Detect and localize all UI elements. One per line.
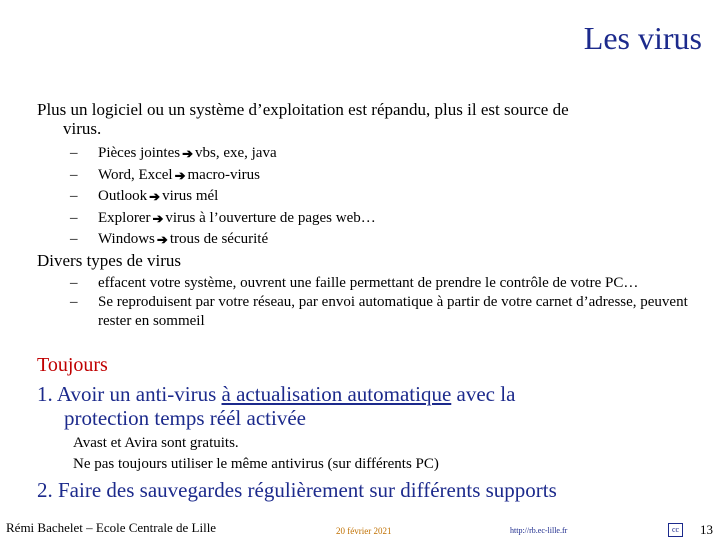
item-source: Explorer: [98, 209, 151, 226]
arrow-icon: ➔: [156, 232, 168, 247]
virus-types-list: [70, 274, 690, 331]
item-source: Outlook: [98, 188, 148, 204]
list-item: [70, 143, 376, 165]
intro-paragraph: [37, 100, 677, 138]
point-text: Faire des sauvegardes régulièrement sur différents supports: [58, 478, 557, 502]
arrow-icon: ➔: [149, 189, 161, 204]
virus-source-list: [70, 143, 376, 251]
dash-bullet: –: [70, 145, 78, 161]
point-2: [37, 478, 557, 503]
item-result: vbs, exe, java: [194, 145, 277, 161]
item-result: virus à l’ouverture de pages web…: [165, 209, 376, 226]
dash-bullet: –: [70, 294, 78, 310]
list-item: [70, 165, 376, 187]
type-text: Se reproduisent par votre réseau, par envoi automatique à partir de votre carnet d’adresse, peuvent rester en sommeil: [98, 294, 688, 329]
point-number: 2.: [37, 478, 53, 502]
item-source: Word, Excel: [98, 166, 173, 183]
list-item: [70, 274, 690, 293]
underlined-text: à actualisation automatique: [221, 382, 452, 406]
arrow-icon: ➔: [174, 167, 186, 183]
point-1: [37, 382, 657, 430]
point-text-end: avec la: [451, 382, 516, 406]
item-source: Windows: [98, 231, 155, 247]
footer-author: Rémi Bachelet – Ecole Centrale de Lille: [6, 520, 217, 535]
type-text: effacent votre système, ouvrent une faille permettant de prendre le contrôle de votre PC…: [98, 275, 639, 291]
point-text-line2: protection temps réél activée: [64, 406, 306, 430]
toujours-heading: Toujours: [37, 354, 108, 376]
note-line-1: Avast et Avira sont gratuits.: [73, 435, 239, 451]
dash-bullet: –: [70, 231, 78, 247]
list-item: [70, 208, 376, 230]
list-item: [70, 229, 376, 251]
dash-bullet: –: [70, 166, 78, 183]
dash-bullet: –: [70, 275, 78, 291]
arrow-icon: ➔: [152, 210, 164, 226]
item-source: Pièces jointes: [98, 145, 181, 161]
footer-date: 20 février 2021: [336, 526, 392, 536]
intro-line-2: virus.: [63, 119, 102, 138]
note-line-2: Ne pas toujours utiliser le même antivirus (sur différents PC): [73, 456, 439, 472]
item-result: trous de sécurité: [169, 231, 269, 247]
item-result: macro-virus: [187, 166, 260, 183]
intro-line-1: Plus un logiciel ou un système d’exploitation est répandu, plus il est source de: [37, 100, 569, 119]
antivirus-note: [73, 433, 439, 475]
page-number: 13: [700, 522, 713, 537]
list-item: [70, 186, 376, 208]
list-item: [70, 293, 690, 331]
dash-bullet: –: [70, 209, 78, 226]
footer-link[interactable]: http://rb.ec-lille.fr: [510, 526, 568, 535]
point-number: 1.: [37, 382, 53, 406]
creative-commons-icon: cc: [668, 523, 683, 537]
dash-bullet: –: [70, 188, 78, 204]
slide-title: Les virus: [583, 20, 702, 56]
item-result: virus mél: [162, 188, 219, 204]
point-text: Avoir un anti-virus: [56, 382, 222, 406]
types-heading: Divers types de virus: [37, 251, 182, 270]
arrow-icon: ➔: [182, 146, 193, 161]
